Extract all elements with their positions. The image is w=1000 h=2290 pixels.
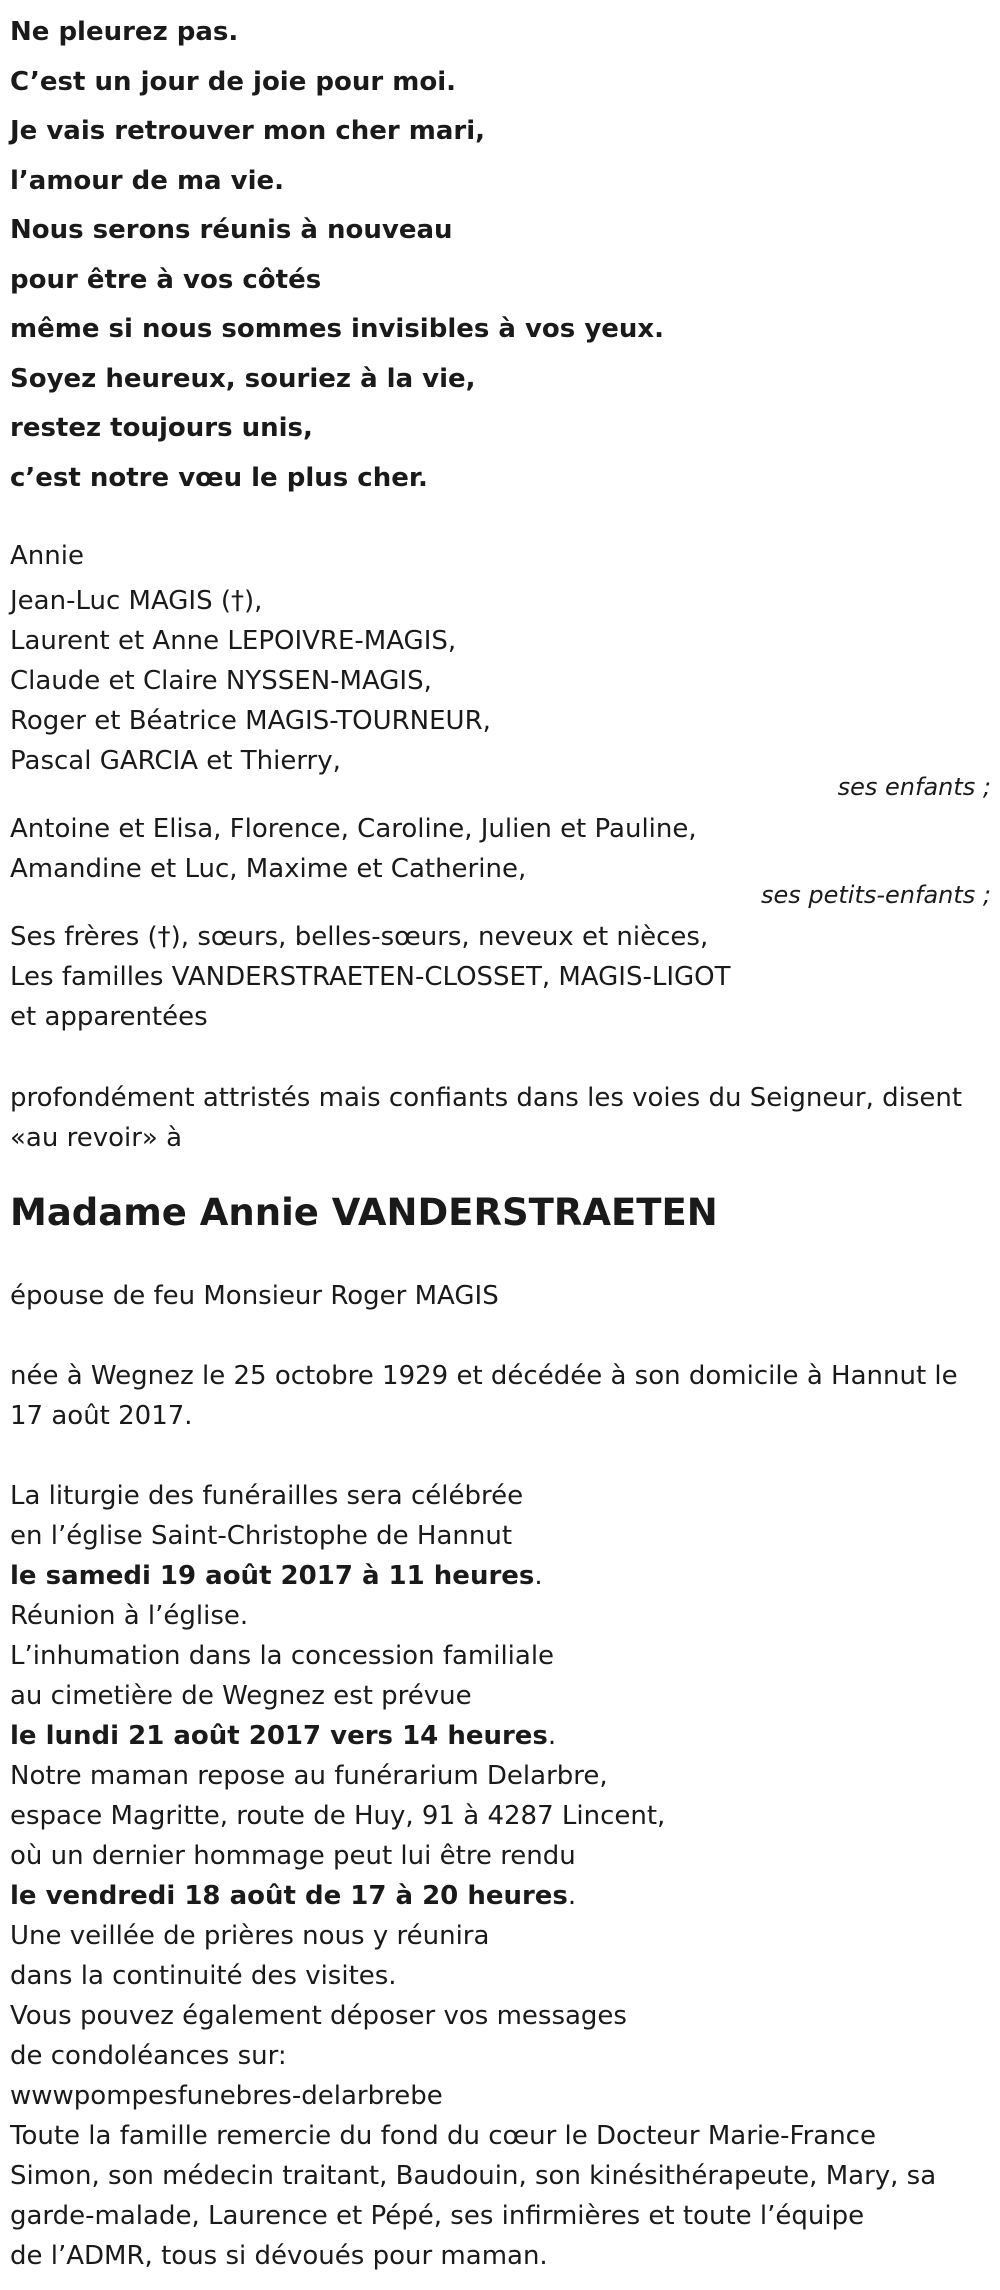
spouse-line: Annie [10,541,84,571]
announcement [10,1078,995,1158]
grandchildren-label: ses petits-enfants ; [760,881,991,909]
funeral-line: La liturgie des funérailles sera célébrée [10,1481,524,1511]
funeral-line: garde-malade, Laurence et Pépé, ses infirmières et toute l’équipe [10,2201,865,2231]
punctuation: . [534,1561,543,1591]
family-item: Les familles VANDERSTRAETEN-CLOSSET, MAGIS-LIGOT [10,962,731,992]
funeral-line: L’inhumation dans la concession familiale [10,1641,555,1671]
announcement-line: profondément attristés mais confiants dans les voies du Seigneur, disent [10,1083,963,1113]
funeral-line: de condoléances sur: [10,2041,287,2071]
funeral-line: en l’église Saint-Christophe de Hannut [10,1521,513,1551]
funeral-line: dans la continuité des visites. [10,1961,397,1991]
burial-date: le lundi 21 août 2017 vers 14 heures [10,1721,548,1751]
punctuation: . [567,1881,577,1911]
funeral-line: au cimetière de Wegnez est prévue [10,1681,472,1711]
funeral-line: espace Magritte, route de Huy, 91 à 4287 Lincent, [10,1801,666,1831]
poem-line: Je vais retrouver mon cher mari, [10,116,486,146]
deceased-name: Madame Annie VANDERSTRAETEN [10,1191,718,1234]
punctuation: . [547,1721,557,1751]
poem [10,8,995,503]
funeral-line [10,1876,995,1916]
grandchildren-item: Antoine et Elisa, Florence, Caroline, Julien et Pauline, [10,814,697,844]
visitation-date: le vendredi 18 août de 17 à 20 heures [10,1881,568,1911]
children-item: Jean-Luc MAGIS (†), [10,586,263,616]
funeral-date: le samedi 19 août 2017 à 11 heures [10,1561,535,1591]
family-item: Ses frères (†), sœurs, belles-sœurs, neveux et nièces, [10,922,709,952]
children-item: Pascal GARCIA et Thierry, [10,746,341,776]
funeral-line: où un dernier hommage peut lui être rendu [10,1841,576,1871]
poem-line: C’est un jour de joie pour moi. [10,66,456,97]
children-item: Roger et Béatrice MAGIS-TOURNEUR, [10,706,491,736]
children-item: Claude et Claire NYSSEN-MAGIS, [10,666,432,696]
funeral-line [10,1716,995,1756]
grandchildren-list [10,809,995,889]
grandchildren-item: Amandine et Luc, Maxime et Catherine, [10,854,527,884]
funeral-line: Vous pouvez également déposer vos messages [10,2001,627,2031]
poem-line: c’est notre vœu le plus cher. [10,462,428,493]
poem-line: Soyez heureux, souriez à la vie, [10,363,476,394]
birth-death-line: 17 août 2017. [10,1401,193,1431]
announcement-line: «au revoir» à [10,1123,183,1153]
obituary-notice [10,0,995,2276]
funeral-details [10,1476,995,2276]
birth-death-line: née à Wegnez le 25 octobre 1929 et décédée à son domicile à Hannut le [10,1361,958,1391]
poem-line: même si nous sommes invisibles à vos yeux. [10,314,665,344]
funeral-line: Une veillée de prières nous y réunira [10,1921,490,1951]
spouse-info: épouse de feu Monsieur Roger MAGIS [10,1281,499,1311]
funeral-line: Simon, son médecin traitant, Baudouin, son kinésithérapeute, Mary, sa [10,2161,937,2191]
family-list [10,917,995,1037]
children-item: Laurent et Anne LEPOIVRE-MAGIS, [10,626,457,656]
poem-line: restez toujours unis, [10,413,313,443]
birth-death-info [10,1356,995,1436]
poem-line: l’amour de ma vie. [10,165,285,196]
funeral-line: de l’ADMR, tous si dévoués pour maman. [10,2241,548,2271]
funeral-line: Notre maman repose au funérarium Delarbre, [10,1761,608,1791]
poem-line: pour être à vos côtés [10,264,322,295]
funeral-line [10,1556,995,1596]
children-label: ses enfants ; [837,773,991,801]
funeral-line: Toute la famille remercie du fond du cœur le Docteur Marie-France [10,2121,876,2151]
children-list [10,581,995,781]
poem-line: Nous serons réunis à nouveau [10,215,453,245]
poem-line: Ne pleurez pas. [10,17,239,47]
condolences-website: wwwpompesfunebres-delarbrebe [10,2081,443,2111]
family-item: et apparentées [10,1002,208,1032]
funeral-line: Réunion à l’église. [10,1601,249,1631]
